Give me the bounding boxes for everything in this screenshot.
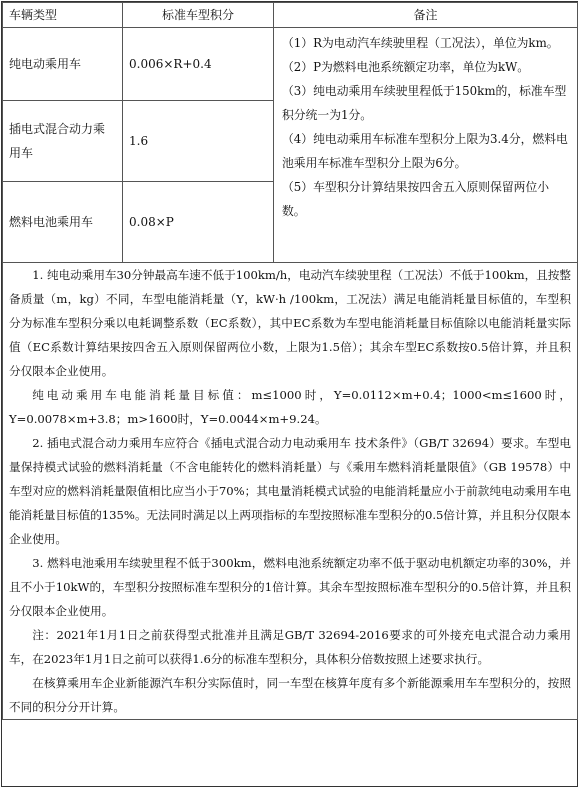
note-paragraph: 2. 插电式混合动力乘用车应符合《插电式混合动力电动乘用车 技术条件》（GB/T 32694）要求。车型电量保持模式试验的燃料消耗量（不含电能转化的燃料消耗量）与《乘用车燃料消耗量限值》（GB 19578）中车型对应的燃料消耗量限值相比应当小于70%；其电量消耗模式试验的电能消耗量应小于前款纯电动乘用车电能消耗量目标值的135%。无法同时满足以上两项指标的车型按照标准车型积分的0.5倍计算，并且积分仅限本企业使用。 [9, 436, 571, 546]
vehicle-type-cell: 插电式混合动力乘用车 [3, 101, 123, 182]
score-formula-cell: 0.006×R+0.4 [123, 28, 274, 101]
vehicle-type-cell: 纯电动乘用车 [3, 28, 123, 101]
score-formula-cell: 1.6 [123, 101, 274, 182]
header-vehicle-type: 车辆类型 [3, 3, 123, 28]
note-paragraph: 在核算乘用车企业新能源汽车积分实际值时，同一车型在核算年度有多个新能源乘用车车型积分的，按照不同的积分分开计算。 [9, 676, 571, 714]
remark-item: （4）纯电动乘用车标准车型积分上限为3.4分，燃料电池乘用车标准车型积分上限为6分。 [282, 132, 568, 170]
table-row [3, 28, 578, 101]
note-paragraph: 3. 燃料电池乘用车续驶里程不低于300km，燃料电池系统额定功率不低于驱动电机额定功率的30%，并且不小于10kW的，车型积分按照标准车型积分的1倍计算。其余车型按照标准车型积分的0.5倍计算，并且积分仅限本企业使用。 [9, 556, 571, 618]
remark-item: （3）纯电动乘用车续驶里程低于150km的，标准车型积分统一为1分。 [282, 84, 567, 122]
score-table [2, 2, 578, 720]
document-sheet [1, 1, 578, 787]
note-paragraph: 1. 纯电动乘用车30分钟最高车速不低于100km/h，电动汽车续驶里程（工况法）不低于100km，且按整备质量（m，kg）不同，车型电能消耗量（Y，kW·h /100km，工况法）满足电能消耗量目标值的，车型积分为标准车型积分乘以电耗调整系数（EC系数），其中EC系数为车型电能消耗量目标值除以电能消耗量实际值（EC系数计算结果按四舍五入原则保留两位小数，上限为1.5倍）；其余车型EC系数按0.5倍计算，并且积分仅限本企业使用。 [9, 268, 571, 378]
vehicle-type-cell: 燃料电池乘用车 [3, 182, 123, 263]
header-standard-score: 标准车型积分 [123, 3, 274, 28]
score-formula-cell: 0.08×P [123, 182, 274, 263]
remark-item: （1）R为电动汽车续驶里程（工况法），单位为km。 [282, 36, 559, 50]
remark-item: （5）车型积分计算结果按四舍五入原则保留两位小数。 [282, 180, 550, 218]
header-remarks: 备注 [274, 3, 578, 28]
note-paragraph: 纯电动乘用车电能消耗量目标值：m≤1000时，Y=0.0112×m+0.4；1000<m≤1600时，Y=0.0078×m+3.8；m>1600时，Y=0.0044×m+9.24。 [9, 388, 571, 426]
remark-item: （2）P为燃料电池系统额定功率，单位为kW。 [282, 60, 530, 74]
table-header-row [3, 3, 578, 28]
note-paragraph: 注：2021年1月1日之前获得型式批准并且满足GB/T 32694-2016要求的可外接充电式混合动力乘用车，在2023年1月1日之前可以获得1.6分的标准车型积分，具体积分倍数按照上述要求执行。 [9, 628, 571, 666]
remarks-cell [274, 28, 578, 263]
notes-cell [3, 263, 578, 720]
notes-row [3, 263, 578, 720]
